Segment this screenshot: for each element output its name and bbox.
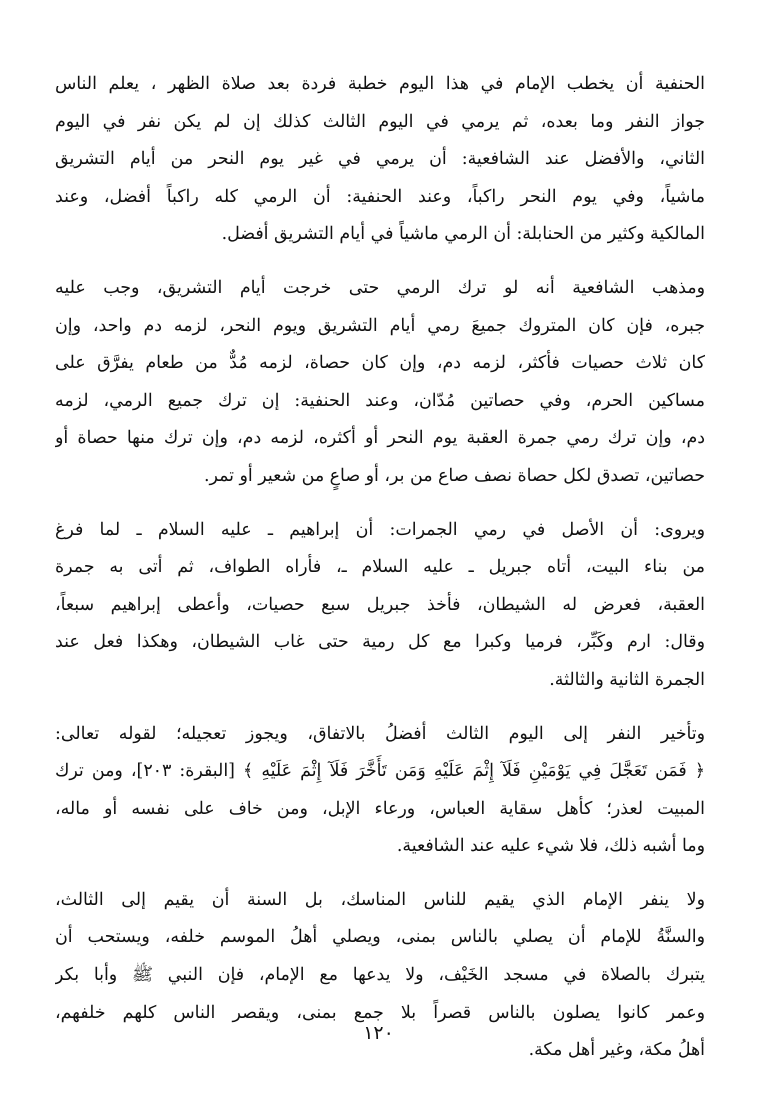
text-line: دم، وإن ترك رمي جمرة العقبة يوم النحر أو أكثره، لزمه دم، وإن ترك منها حصاة أو	[55, 428, 705, 449]
text-line: ولا ينفر الإمام الذي يقيم للناس المناسك، بل السنة أن يقيم إلى الثالث،	[55, 889, 705, 910]
text-line: الجمرة الثانية والثالثة.	[549, 669, 705, 690]
text-line: وقال: ارم وكَبِّر، فرميا وكبرا مع كل رمية حتى غاب الشيطان، وهكذا فعل عند	[55, 632, 705, 653]
text-line: الحنفية أن يخطب الإمام في هذا اليوم خطبة فردة بعد صلاة الظهر ، يعلم الناس	[55, 74, 705, 94]
text-line: جواز النفر وما بعده، ثم يرمي في اليوم الثالث كذلك إن لم يكن نفر في اليوم	[55, 111, 705, 132]
text-line: وما أشبه ذلك، فلا شيء عليه عند الشافعية.	[396, 836, 705, 857]
paragraph-4	[55, 716, 705, 866]
text-line: أهلُ مكة، وغير أهل مكة.	[528, 1040, 705, 1061]
text-line: جبره، فإن كان المتروك جميعَ رمي أيام التشريق ويوم النحر، لزمه دم واحد، وإن	[55, 315, 705, 336]
text-line: ويروى: أن الأصل في رمي الجمرات: أن إبراهيم ـ عليه السلام ـ لما فرغ	[55, 519, 705, 540]
paragraph-3	[55, 512, 705, 700]
text-line: ماشياً، وفي يوم النحر راكباً، وعند الحنفية: أن الرمي كله راكباً أفضل، وعند	[55, 186, 705, 207]
text-line: من بناء البيت، أتاه جبريل ـ عليه السلام ـ، فأراه الطواف، ثم أتى به جمرة	[55, 557, 705, 578]
text-line: العقبة، فعرض له الشيطان، فأخذ جبريل سبع حصيات، وأعطى إبراهيم سبعاً،	[55, 594, 705, 615]
page-number: ١٢٠	[363, 1022, 394, 1044]
text-line: كان ثلاث حصيات فأكثر، لزمه دم، وإن كان حصاة، لزمه مُدٌّ من طعام يفرَّق على	[55, 353, 705, 374]
text-line: المبيت لعذر؛ كأهل سقاية العباس، ورعاء الإبل، ومن خاف على نفسه أو ماله،	[55, 798, 705, 819]
text-line: ومذهب الشافعية أنه لو ترك الرمي حتى خرجت أيام التشريق، وجب عليه	[55, 277, 705, 298]
text-line: يتبرك بالصلاة في مسجد الخَيْف، ولا يدعها مع الإمام، فإن النبي ﷺ وأبا بكر	[55, 965, 705, 986]
text-line: وعمر كانوا يصلون بالناس قصراً بلا جمع بمنى، ويقصر الناس كلهم خلفهم،	[55, 1002, 705, 1023]
text-line: مساكين الحرم، وفي حصاتين مُدّان، وعند الحنفية: إن ترك جميع الرمي، لزمه	[55, 390, 705, 411]
text-line: المالكية وكثير من الحنابلة: أن الرمي ماشياً في أيام التشريق أفضل.	[221, 224, 705, 245]
main-text	[55, 66, 705, 1086]
text-line: وتأخير النفر إلى اليوم الثالث أفضلُ بالاتفاق، ويجوز تعجيله؛ لقوله تعالى:	[55, 723, 705, 744]
paragraph-1	[55, 66, 705, 254]
quran-verse-line: ﴿ فَمَن تَعَجَّلَ فِي يَوْمَيْنِ فَلَآ إِثْمَ عَلَيْهِ وَمَن تَأَخَّرَ فَلَآ إِثْمَ عَلَيْهِ ﴾ [البقرة: ٢٠٣]، ومن ترك	[55, 761, 705, 782]
paragraph-2	[55, 270, 705, 496]
text-line: الثاني، والأفضل عند الشافعية: أن يرمي في غير يوم النحر من أيام التشريق	[55, 149, 705, 170]
text-line: حصاتين، تصدق لكل حصاة نصف صاع من بر، أو صاعٍ من شعير أو تمر.	[203, 465, 705, 486]
text-line: والسنَّةُ للإمام أن يصلي بالناس بمنى، ويصلي أهلُ الموسم خلفه، ويستحب أن	[55, 927, 705, 948]
